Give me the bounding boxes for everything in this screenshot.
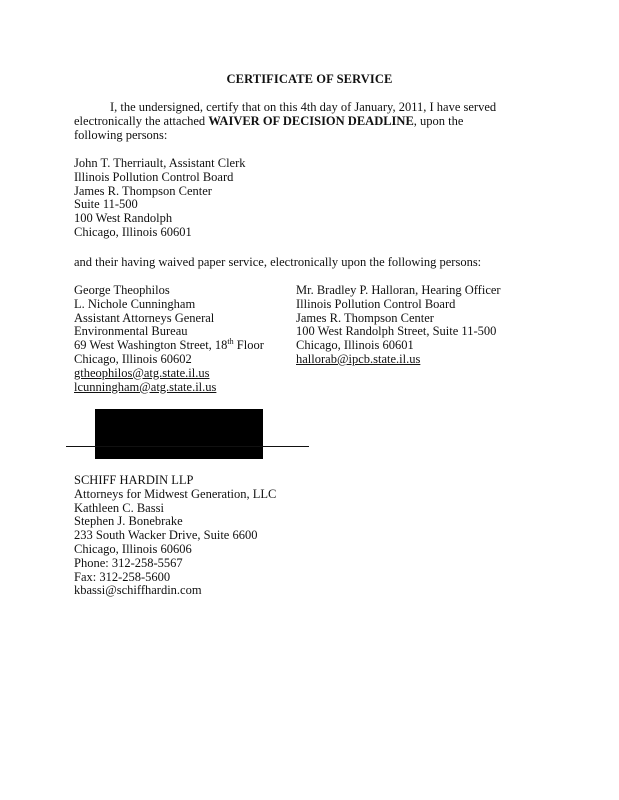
firm-fax: Fax: 312-258-5600 xyxy=(74,569,171,584)
firm-line: 233 South Wacker Drive, Suite 6600 xyxy=(74,528,258,543)
left-line: George Theophilos xyxy=(74,283,170,297)
service-list-left xyxy=(74,284,264,394)
recipient-address xyxy=(74,157,246,240)
firm-line: Chicago, Illinois 60606 xyxy=(74,541,192,556)
firm-phone: Phone: 312-258-5567 xyxy=(74,555,183,570)
redacted-signature xyxy=(95,409,263,459)
left-line: Environmental Bureau xyxy=(74,324,188,339)
right-line: Mr. Bradley P. Halloran, Hearing Officer xyxy=(296,283,501,297)
email-link[interactable]: lcunningham@atg.state.il.us xyxy=(74,379,217,394)
intro-text-before: I, the undersigned, certify that on this 4th day of January, 2011, I have served electronically the attached xyxy=(74,100,497,128)
right-line: James R. Thompson Center xyxy=(296,310,434,325)
email-link[interactable]: hallorab@ipcb.state.il.us xyxy=(296,351,421,366)
right-line: Illinois Pollution Control Board xyxy=(296,296,456,311)
firm-signature-block xyxy=(74,474,276,598)
recipient-line: John T. Therriault, Assistant Clerk xyxy=(74,156,246,170)
recipient-line: Suite 11-500 xyxy=(74,197,138,212)
left-city: Chicago, Illinois 60602 xyxy=(74,351,192,366)
recipient-line: Chicago, Illinois 60601 xyxy=(74,224,192,239)
intro-text-after: , upon the following persons: xyxy=(74,113,464,142)
signature-line xyxy=(66,446,309,447)
document-name: WAIVER OF DECISION DEADLINE xyxy=(208,113,414,128)
street-text: 69 West Washington Street, 18 xyxy=(74,338,228,353)
page-title: CERTIFICATE OF SERVICE xyxy=(226,72,393,86)
left-line: L. Nichole Cunningham xyxy=(74,296,196,311)
recipient-line: 100 West Randolph xyxy=(74,211,173,226)
right-line: Chicago, Illinois 60601 xyxy=(296,338,414,353)
firm-line: Attorneys for Midwest Generation, LLC xyxy=(74,486,277,501)
recipient-line: Illinois Pollution Control Board xyxy=(74,169,234,184)
left-street xyxy=(74,339,264,353)
right-line: 100 West Randolph Street, Suite 11-500 xyxy=(296,324,497,339)
firm-line: Kathleen C. Bassi xyxy=(74,500,164,515)
left-line: Assistant Attorneys General xyxy=(74,310,215,325)
street-floor: Floor xyxy=(233,338,264,353)
firm-name: SCHIFF HARDIN LLP xyxy=(74,473,194,487)
certification-paragraph xyxy=(74,101,514,142)
service-list-right xyxy=(296,284,501,367)
email-link[interactable]: gtheophilos@atg.state.il.us xyxy=(74,365,210,380)
recipient-line: James R. Thompson Center xyxy=(74,183,212,198)
firm-email: kbassi@schiffhardin.com xyxy=(74,583,202,598)
waived-service-text: and their having waived paper service, electronically upon the following persons: xyxy=(74,255,482,269)
firm-line: Stephen J. Bonebrake xyxy=(74,514,183,529)
ordinal-suffix: th xyxy=(227,337,234,347)
